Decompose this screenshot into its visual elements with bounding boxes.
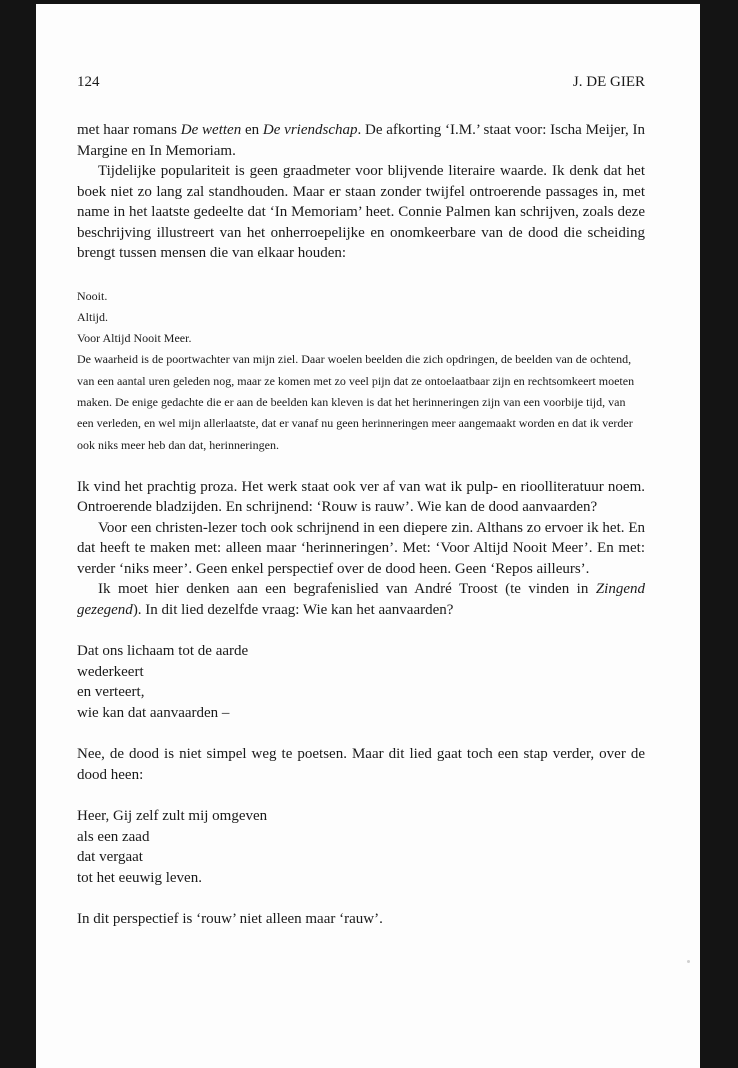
verse-1-line-2: wederkeert xyxy=(77,663,144,680)
block-quote xyxy=(77,286,645,456)
verse-2-line-1: Heer, Gij zelf zult mij omgeven xyxy=(77,808,268,825)
page-number: 124 xyxy=(77,74,100,90)
scan-border-left xyxy=(0,0,36,1068)
verse-1-line-4: wie kan dat aanvaarden – xyxy=(77,704,230,721)
paper-speck xyxy=(687,960,690,963)
verse-1-line-3: en verteert, xyxy=(77,684,145,701)
paragraph-1-text-c: . De afkorting ‘I.M.’ staat voor: Ischa Meijer, In Margine en In Memoriam. xyxy=(77,122,645,159)
running-head-author: J. DE GIER xyxy=(572,74,645,90)
book-title-zingend-gezegend: Zingend gezegend xyxy=(77,581,645,618)
paragraph-4: Voor een christen-lezer toch ook schrijnend in een diepere zin. Althans zo ervoer ik het. En dat heeft te maken met: alleen maar ‘herinneringen’. Met: ‘Voor Altijd Nooit Meer’. En met: verder ‘niks meer’. Geen enkel perspectief over de dood heen. Geen ‘Repos ailleurs’. xyxy=(77,519,645,577)
verse-2-line-4: tot het eeuwig leven. xyxy=(77,869,202,886)
page-content xyxy=(77,72,645,930)
paragraph-5-text-b: ). In dit lied dezelfde vraag: Wie kan het aanvaarden? xyxy=(132,601,454,618)
running-head xyxy=(77,72,645,94)
paragraph-5 xyxy=(77,579,645,620)
book-title-de-wetten: De wetten xyxy=(180,122,242,138)
quote-paragraph: De waarheid is de poortwachter van mijn ziel. Daar woelen beelden die zich opdringen, de beelden van de ochtend, van een aantal uren geleden nog, maar ze komen met zo veel pijn dat ze ontoelaatbaar zijn en rechtsomkeert moeten maken. De enige gedachte die er aan de beelden kan kleven is dat het herinneringen zijn van een voorbije tijd, van een verleden, en wel mijn allerlaatste, dat er vanaf nu geen herinneringen meer aangemaakt worden en dat ik verder ook niks meer heb dan dat, herinneringen. xyxy=(77,352,635,452)
quote-line-2: Altijd. xyxy=(77,309,109,324)
quote-line-1: Nooit. xyxy=(77,288,108,303)
verse-2 xyxy=(77,806,645,888)
quote-line-3: Voor Altijd Nooit Meer. xyxy=(77,331,192,346)
scan-border-right xyxy=(700,0,738,1068)
paragraph-3: Ik vind het prachtig proza. Het werk staat ook ver af van wat ik pulp- en rioolliteratuur noem. Ontroerende bladzijden. En schrijnend: ‘Rouw is rauw’. Wie kan de dood aanvaarden? xyxy=(77,478,645,516)
paragraph-1-text-a: met haar romans xyxy=(77,122,181,138)
paragraph-7: In dit perspectief is ‘rouw’ niet alleen maar ‘rauw’. xyxy=(77,911,383,928)
verse-2-line-3: dat vergaat xyxy=(77,849,143,866)
paragraph-1-text-b: en xyxy=(241,122,263,138)
paragraph-2: Tijdelijke populariteit is geen graadmeter voor blijvende literaire waarde. Ik denk dat het boek niet zo lang zal standhouden. Maar er staan zonder twijfel ontroerende passages in, met name in het laatste gedeelte dat ‘In Memoriam’ heet. Connie Palmen kan schrijven, zoals deze beschrijving illustreert van het onherroepelijke en onomkeerbare van de dood die scheiding brengt tussen mensen die van elkaar houden: xyxy=(77,163,645,261)
verse-1-line-1: Dat ons lichaam tot de aarde xyxy=(77,643,249,660)
book-title-de-vriendschap: De vriendschap xyxy=(262,122,358,138)
verse-1 xyxy=(77,641,645,723)
verse-2-line-2: als een zaad xyxy=(77,828,150,845)
book-page xyxy=(36,4,700,1068)
paragraph-6: Nee, de dood is niet simpel weg te poetsen. Maar dit lied gaat toch een stap verder, over de dood heen: xyxy=(77,746,645,783)
paragraph-1 xyxy=(77,120,645,161)
paragraph-5-text-a: Ik moet hier denken aan een begrafenislied van André Troost (te vinden in xyxy=(98,581,596,598)
